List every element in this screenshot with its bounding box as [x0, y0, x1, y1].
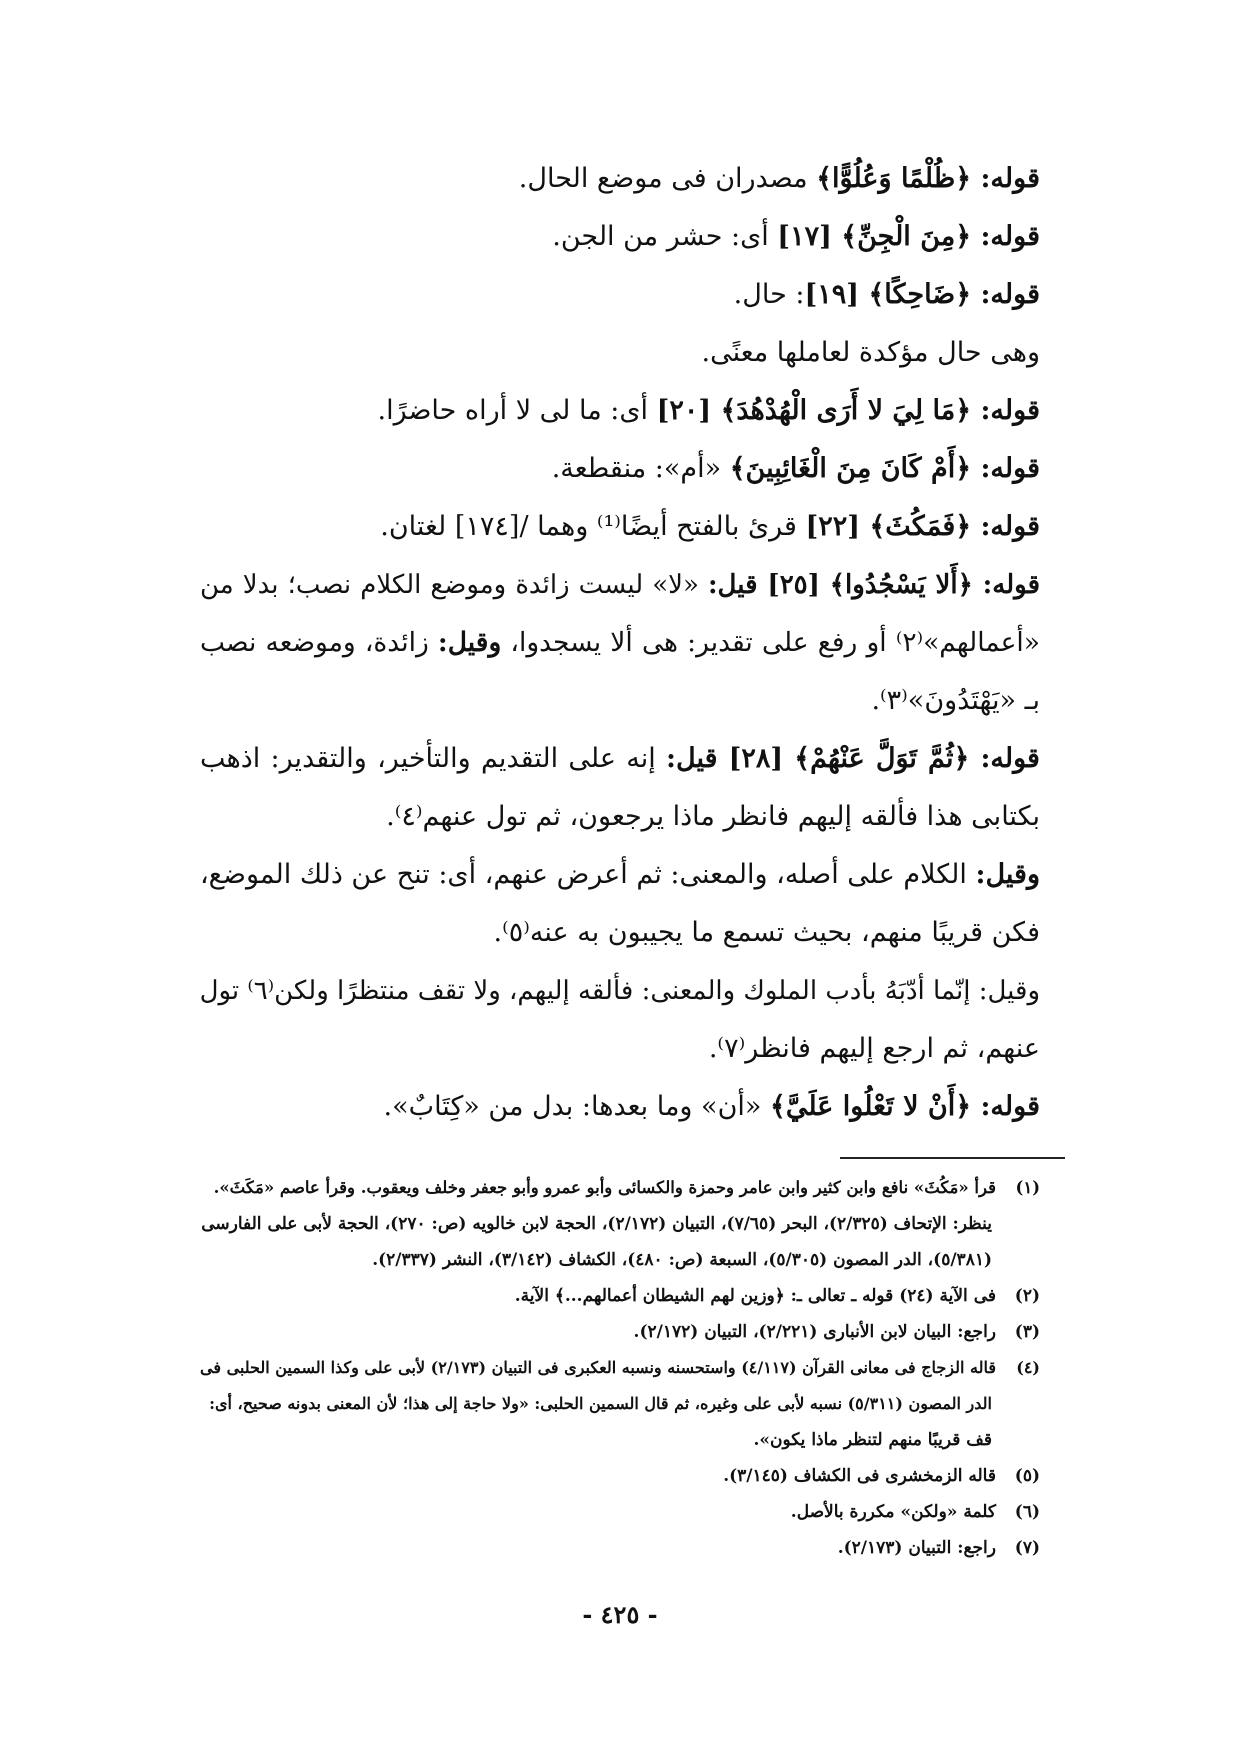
text-segment: ﴿أَلا يَسْجُدُوا﴾ [829, 570, 973, 600]
footnote-text: راجع: البيان لابن الأنبارى (٢/٢٢١)، التبيان (٢/١٧٢). [633, 1322, 996, 1342]
text-segment: وقيل: [437, 627, 502, 658]
footnote-line [200, 1422, 1040, 1458]
text-segment: ﴿أَمْ كَانَ مِنَ الْغَائِبِينَ﴾ [729, 453, 972, 484]
footnote-divider [840, 1157, 1065, 1159]
text-segment: أى: ما لى لا أراه حاضرًا. [377, 395, 657, 426]
text-segment: إنه على التقديم والتأخير، والتقدير: اذهب [200, 743, 667, 774]
text-line [200, 846, 1040, 904]
footnote-number: (٥) [1014, 1466, 1040, 1486]
footnote-number: (٦) [1014, 1502, 1040, 1522]
footnote-text: قف قريبًا منهم لتنظر ماذا يكون». [753, 1430, 992, 1450]
text-line [200, 498, 1040, 556]
footnote-text: (٥/٣٨١)، الدر المصون (٥/٣٠٥)، السبعة (ص: ٤٨٠)، الكشاف (٣/١٤٢)، النشر (٢/٣٣٧). [372, 1250, 992, 1270]
text-segment: قوله: [972, 570, 1041, 600]
text-segment: [٢٠] [656, 395, 721, 426]
footnote-line [200, 1530, 1040, 1566]
text-segment: «أن» وما بعدها: بدل من «كِتَابٌ». [383, 1091, 770, 1122]
footnote-number: (١) [1015, 1178, 1040, 1197]
text-segment: قوله: [971, 511, 1040, 542]
text-segment: قوله: [971, 279, 1040, 310]
footnote-number: (٣) [1014, 1322, 1040, 1342]
text-segment: [٢٢] [805, 511, 870, 542]
text-line [200, 1020, 1040, 1078]
text-segment: بكتابى هذا فألقه إليهم فانظر ماذا يرجعون، ثم تول عنهم⁽٤⁾. [386, 801, 1040, 832]
text-segment: قوله: [971, 163, 1040, 194]
text-segment: عنهم، ثم ارجع إليهم فانظر⁽٧⁾. [708, 1033, 1040, 1064]
text-segment: وهى حال مؤكدة لعاملها معنًى. [701, 337, 1040, 368]
footnote-number: (٢) [1014, 1286, 1040, 1306]
text-segment: الكلام على أصله، والمعنى: ثم أعرض عنهم، أى: تنح عن ذلك الموضع، [199, 859, 976, 890]
text-line [200, 614, 1040, 672]
footnote-line [200, 1242, 1040, 1278]
text-segment: «أعمالهم»⁽٢⁾ أو رفع على تقدير: هى ألا يسجدوا، [501, 627, 1040, 658]
text-line [200, 556, 1040, 614]
footnote-text: قاله الزمخشرى فى الكشاف (٣/١٤٥). [723, 1466, 996, 1486]
text-segment: [٢٥] قيل: [707, 570, 830, 600]
text-segment: فكن قريبًا منهم، بحيث تسمع ما يجيبون به عنه⁽٥⁾. [493, 917, 1040, 948]
text-segment: [١٧] [777, 221, 842, 252]
text-line [200, 1078, 1040, 1136]
footnote-line [200, 1494, 1040, 1530]
footnote-text: كلمة «ولكن» مكررة بالأصل. [790, 1502, 996, 1522]
text-line [200, 266, 1040, 324]
footnote-text: قرأ «مَكُثَ» نافع وابن كثير وابن عامر وحمزة والكسائى وأبو عمرو وأبو جعفر وخلف ويعقوب. وقرأ عاصم «مَكَثَ». [213, 1178, 996, 1197]
footnote-number: (٧) [1014, 1538, 1040, 1558]
text-line [200, 730, 1040, 788]
text-segment: «لا» ليست زائدة وموضع الكلام نصب؛ بدلا من [200, 570, 708, 600]
text-segment: قرئ بالفتح أيضًا⁽¹⁾ وهما /[١٧٤] لغتان. [380, 511, 806, 542]
text-segment: أى: حشر من الجن. [552, 221, 778, 252]
text-segment: مصدران فى موضع الحال. [518, 163, 817, 194]
text-segment: وقيل: إنّما أدّبَهُ بأدب الملوك والمعنى: فألقه إليهم، ولا تقف منتظرًا ولكن⁽٦⁾ تول [199, 976, 1040, 1006]
footnote-text: ينظر: الإتحاف (٢/٣٢٥)، البحر (٧/٦٥)، التبيان (٢/١٧٢)، الحجة لابن خالويه (ص: ٢٧٠)، الحجة لأبى على الفارسى [201, 1214, 992, 1234]
text-line [200, 788, 1040, 846]
text-segment: ﴿فَمَكُثَ﴾ [869, 511, 972, 542]
text-line [200, 382, 1040, 440]
main-text [200, 150, 1040, 1136]
text-line [200, 150, 1040, 208]
text-segment: ﴿مِنَ الْجِنِّ﴾ [841, 221, 972, 252]
text-segment: ﴿ضَاحِكًا﴾ [868, 279, 972, 310]
footnote-line [200, 1278, 1040, 1314]
text-segment: قوله: [971, 453, 1040, 484]
footnote-text: الدر المصون (٥/٣١١) نسبه لأبى على وغيره، ثم قال السمين الحلبى: «ولا حاجة إلى هذا؛ لأن المعنى بدونه صحيح، أى: [209, 1394, 992, 1413]
text-segment: وقيل: [975, 859, 1040, 890]
text-line [200, 324, 1040, 382]
footnote-text: قاله الزجاج فى معانى القرآن (٤/١١٧) واستحسنه ونسبه العكبرى فى التبيان (٢/١٧٣) لأبى على وكذا السمين الحلبى فى [200, 1358, 996, 1377]
text-line [200, 904, 1040, 962]
text-segment: ﴿ثُمَّ تَوَلَّ عَنْهُمْ﴾ [794, 743, 970, 774]
footnote-text: راجع: التبيان (٢/١٧٣). [837, 1538, 996, 1558]
text-segment: ﴿مَا لِيَ لا أَرَى الْهُدْهُدَ﴾ [720, 395, 972, 426]
text-segment: [٢٨] قيل: [666, 743, 795, 774]
text-line [200, 208, 1040, 266]
footnote-line [200, 1170, 1040, 1206]
footnote-line [200, 1314, 1040, 1350]
text-segment: «أم»: منقطعة. [551, 453, 730, 484]
text-line [200, 962, 1040, 1020]
footnote-line [200, 1206, 1040, 1242]
text-line [200, 672, 1040, 730]
footnote-number: (٤) [1016, 1358, 1040, 1377]
footnote-line [200, 1350, 1040, 1386]
text-segment: بـ «يَهْتَدُونَ»⁽٣⁾. [871, 685, 1040, 716]
page-number: - ٤٢٥ - [582, 1600, 658, 1629]
footnote-line [200, 1386, 1040, 1422]
text-segment: ﴿أَنْ لا تَعْلُوا عَلَيَّ﴾ [770, 1091, 972, 1122]
footnote-line [200, 1458, 1040, 1494]
text-segment: قوله: [971, 395, 1040, 426]
text-segment: ﴿ظُلْمًا وَعُلُوًّا﴾ [816, 163, 972, 194]
footnote-text: فى الآية (٢٤) قوله ـ تعالى ـ: ﴿وزين لهم الشيطان أعمالهم...﴾ الآية. [514, 1286, 996, 1306]
text-segment: قوله: [971, 221, 1040, 252]
text-segment: [١٩] [804, 279, 869, 310]
text-segment: قوله: [971, 1091, 1040, 1122]
text-segment: قوله: [969, 743, 1040, 774]
text-line [200, 440, 1040, 498]
text-segment: : حال. [733, 279, 805, 310]
footnotes [200, 1170, 1040, 1566]
text-segment: زائدة، وموضعه نصب [200, 627, 438, 658]
